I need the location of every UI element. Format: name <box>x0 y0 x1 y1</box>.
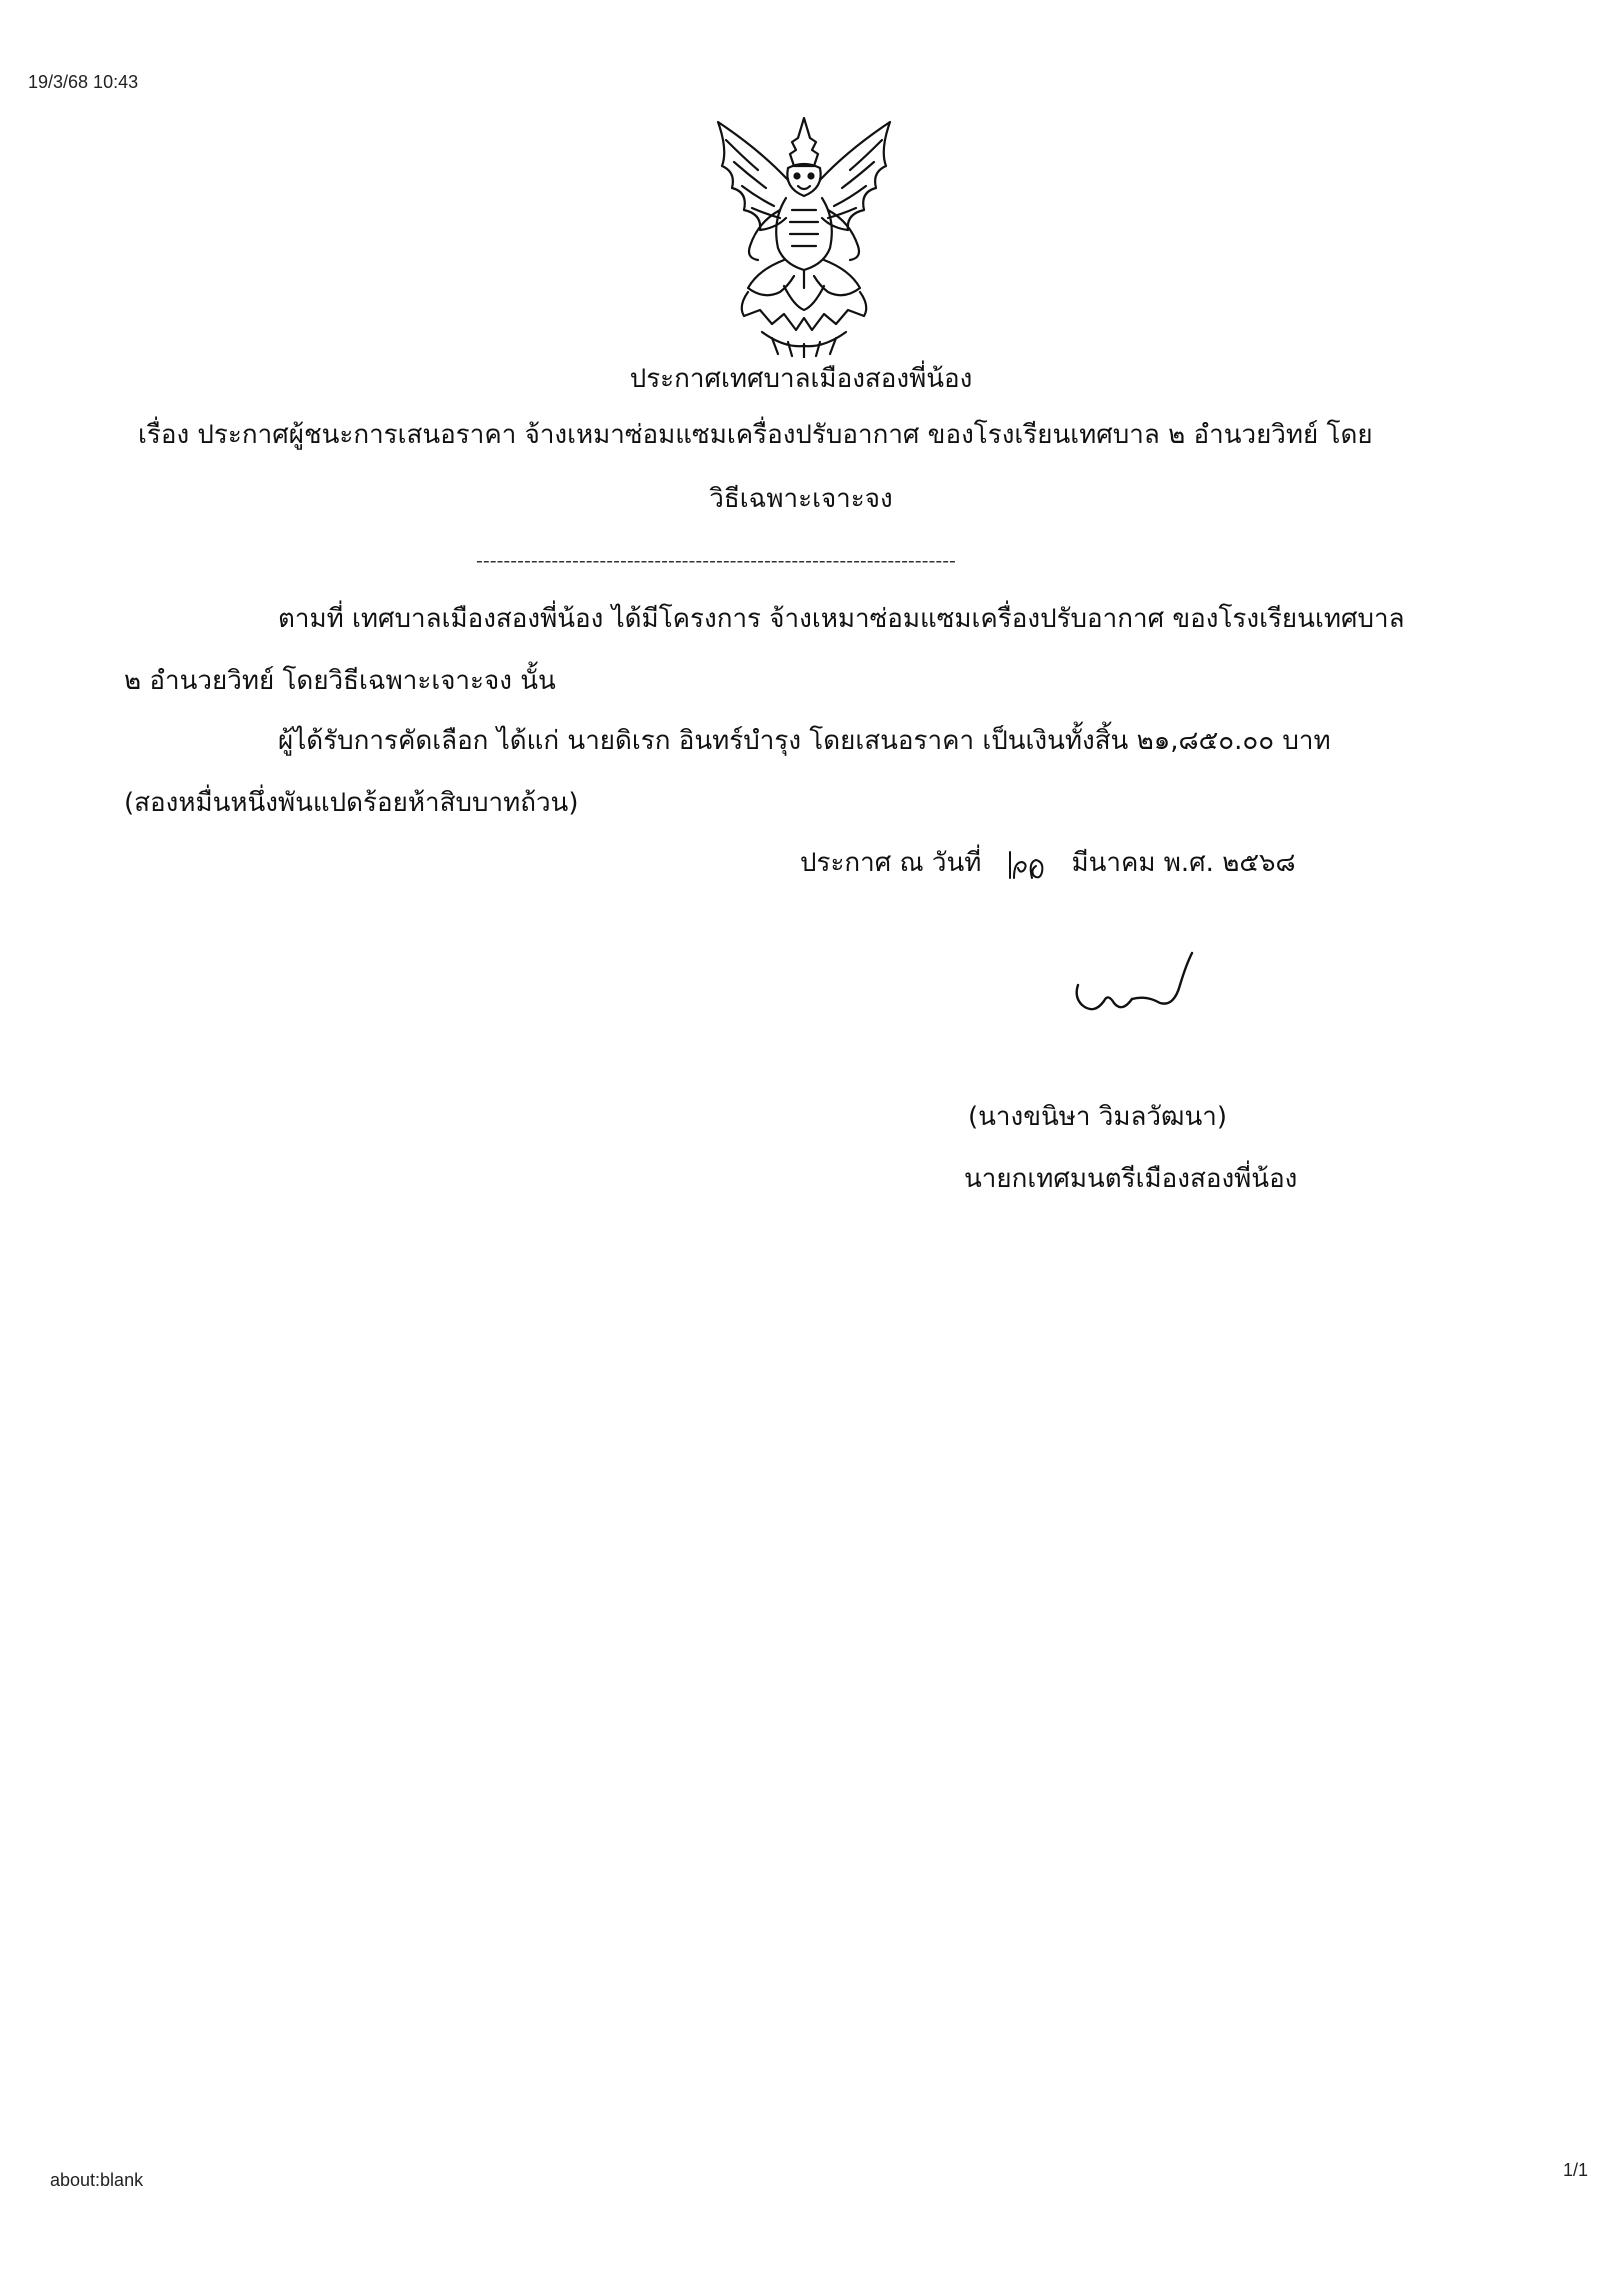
date-prefix: ประกาศ ณ วันที่ <box>800 848 982 878</box>
announcement-date <box>800 846 1296 880</box>
date-suffix: มีนาคม พ.ศ. ๒๕๖๘ <box>1071 848 1296 878</box>
paragraph-1-line-2: ๒ อำนวยวิทย์ โดยวิธีเฉพาะเจาะจง นั้น <box>124 666 556 696</box>
paragraph-2-line-2: (สองหมื่นหนึ่งพันแปดร้อยห้าสิบบาทถ้วน) <box>124 788 579 818</box>
signatory-name: (นางขนิษา วิมลวัฒนา) <box>968 1102 1228 1132</box>
document-subject-line-2: วิธีเฉพาะเจาะจง <box>709 484 893 514</box>
handwritten-signature <box>1070 945 1210 1030</box>
print-url: about:blank <box>50 2170 144 2190</box>
document-title: ประกาศเทศบาลเมืองสองพี่น้อง <box>629 364 973 394</box>
paragraph-2-line-1: ผู้ได้รับการคัดเลือก ได้แก่ นายดิเรก อินทร์บำรุง โดยเสนอราคา เป็นเงินทั้งสิ้น ๒๑,๘๕๐.๐๐ บาท <box>278 726 1331 756</box>
print-page-number: 1/1 <box>1563 2160 1589 2180</box>
print-timestamp: 19/3/68 10:43 <box>28 72 139 92</box>
signatory-title: นายกเทศมนตรีเมืองสองพี่น้อง <box>964 1164 1298 1194</box>
garuda-emblem-icon <box>688 110 920 358</box>
handwritten-day-mark <box>1006 848 1046 882</box>
paragraph-1-line-1: ตามที่ เทศบาลเมืองสองพี่น้อง ได้มีโครงการ จ้างเหมาซ่อมแซมเครื่องปรับอากาศ ของโรงเรียนเทศบาล <box>278 604 1405 634</box>
separator-rule: ---------------------------------------------------------------------- <box>476 550 956 572</box>
document-subject-line-1: เรื่อง ประกาศผู้ชนะการเสนอราคา จ้างเหมาซ่อมแซมเครื่องปรับอากาศ ของโรงเรียนเทศบาล ๒ อำนวยวิทย์ โดย <box>138 420 1373 450</box>
